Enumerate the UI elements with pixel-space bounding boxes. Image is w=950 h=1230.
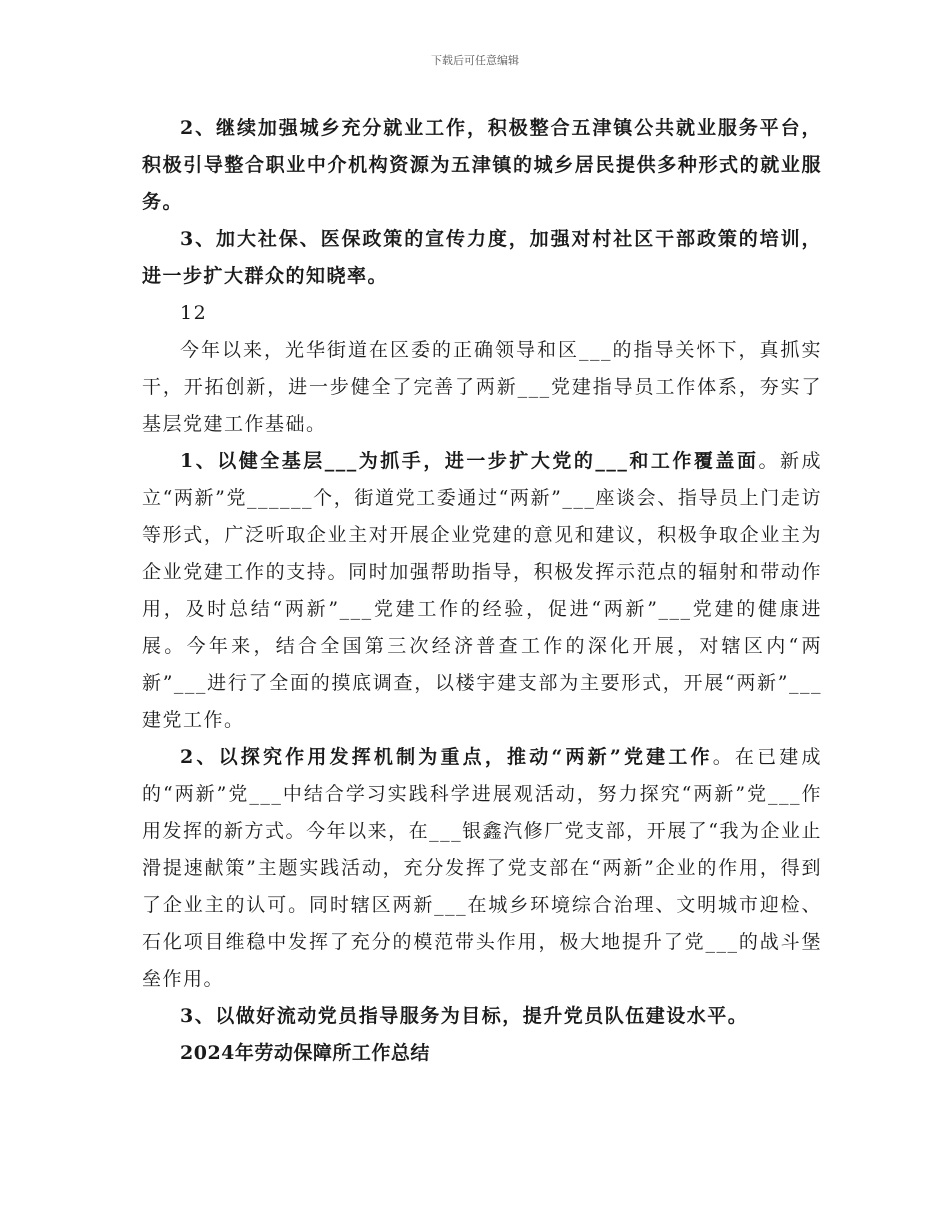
document-body: [142, 110, 822, 1072]
paragraph-number: 12: [180, 302, 208, 324]
paragraph-item-2: [142, 739, 822, 998]
item-1-heading: 1、以健全基层___为抓手，进一步扩大党的___和工作覆盖面: [180, 450, 759, 472]
paragraph-social-insurance: 3、加大社保、医保政策的宣传力度，加强对村社区干部政策的培训，进一步扩大群众的知晓率。: [142, 228, 822, 287]
paragraph-employment: 2、继续加强城乡充分就业工作，积极整合五津镇公共就业服务平台，积极引导整合职业中介机构资源为五津镇的城乡居民提供多种形式的就业服务。: [142, 117, 822, 213]
paragraph-item-1: [142, 443, 822, 739]
item-2-heading: 2、以探究作用发挥机制为重点，推动“两新”党建工作: [180, 746, 713, 768]
paragraph-intro: 今年以来，光华街道在区委的正确领导和区___的指导关怀下，真抓实干，开拓创新，进一步健全了完善了两新___党建指导员工作体系，夯实了基层党建工作基础。: [142, 339, 822, 435]
item-2-text: 。在已建成的“两新”党___中结合学习实践科学进展观活动，努力探究“两新”党___作用发挥的新方式。今年以来，在___银鑫汽修厂党支部，开展了“我为企业止滑提速献策”主题实践活动，充分发挥了党支部在“两新”企业的作用，得到了企业主的认可。同时辖区两新___在城乡环境综合治理、文明城市迎检、石化项目维稳中发挥了充分的模范带头作用，极大地提升了党___的战斗堡垒作用。: [142, 746, 822, 990]
paragraph-item-3: 3、以做好流动党员指导服务为目标，提升党员队伍建设水平。: [180, 1005, 749, 1027]
page-header: 下载后可任意编辑: [431, 54, 519, 67]
section-title: 2024年劳动保障所工作总结: [180, 1042, 430, 1064]
item-1-text: 。新成立“两新”党______个，街道党工委通过“两新”___座谈会、指导员上门走访等形式，广泛听取企业主对开展企业党建的意见和建议，积极争取企业主为企业党建工作的支持。同时加强帮助指导，积极发挥示范点的辐射和带动作用，及时总结“两新”___党建工作的经验，促进“两新”___党建的健康进展。今年来，结合全国第三次经济普查工作的深化开展，对辖区内“两新”___进行了全面的摸底调查，以楼宇建支部为主要形式，开展“两新”___建党工作。: [142, 450, 822, 731]
